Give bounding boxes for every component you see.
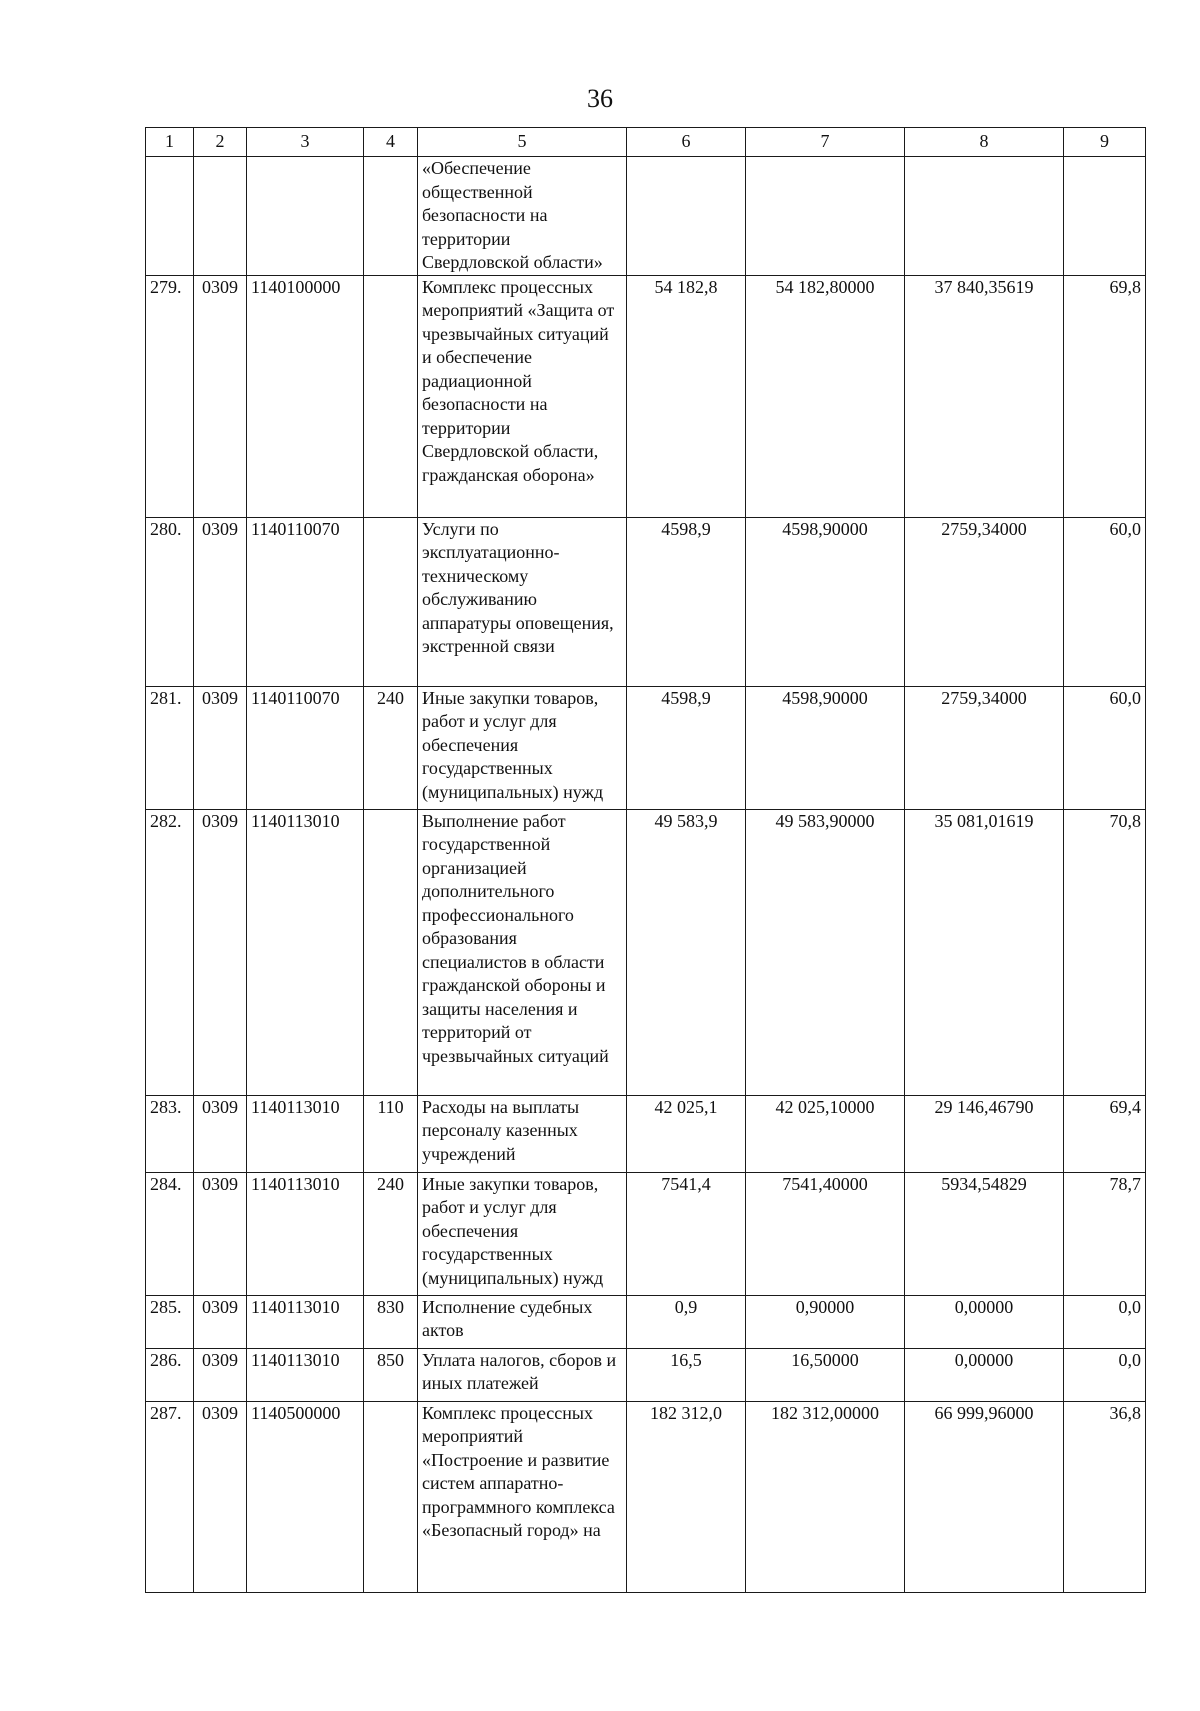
value-col-8: 2759,34000 xyxy=(905,686,1064,809)
row-number: 286. xyxy=(146,1348,194,1401)
percent-col-9: 0,0 xyxy=(1064,1348,1146,1401)
table-row xyxy=(146,1348,1146,1401)
table-row xyxy=(146,686,1146,809)
column-header: 7 xyxy=(746,128,905,157)
table-row xyxy=(146,275,1146,517)
percent-col-9: 69,4 xyxy=(1064,1095,1146,1172)
table-row xyxy=(146,1401,1146,1592)
value-col-6: 42 025,1 xyxy=(627,1095,746,1172)
item-name: Комплекс процессных мероприятий «Защита от чрезвычайных ситуаций и обеспечение радиационной безопасности на территории Свердловской области, гражданская оборона» xyxy=(418,275,627,517)
item-name: Исполнение судебных актов xyxy=(418,1295,627,1348)
value-col-8: 66 999,96000 xyxy=(905,1401,1064,1592)
value-col-7: 182 312,00000 xyxy=(746,1401,905,1592)
value-col-7: 16,50000 xyxy=(746,1348,905,1401)
item-name: Услуги по эксплуатационно-техническому обслуживанию аппаратуры оповещения, экстренной связи xyxy=(418,517,627,686)
value-col-8: 35 081,01619 xyxy=(905,809,1064,1095)
row-number xyxy=(146,157,194,276)
column-header: 9 xyxy=(1064,128,1146,157)
expense-type-code: 240 xyxy=(364,1172,418,1295)
section-code xyxy=(194,157,247,276)
section-code: 0309 xyxy=(194,1348,247,1401)
expense-type-code xyxy=(364,275,418,517)
target-article-code: 1140113010 xyxy=(247,809,364,1095)
target-article-code: 1140110070 xyxy=(247,517,364,686)
target-article-code: 1140113010 xyxy=(247,1172,364,1295)
expense-type-code xyxy=(364,517,418,686)
section-code: 0309 xyxy=(194,1401,247,1592)
value-col-7: 42 025,10000 xyxy=(746,1095,905,1172)
value-col-8: 37 840,35619 xyxy=(905,275,1064,517)
expense-type-code: 830 xyxy=(364,1295,418,1348)
column-header: 2 xyxy=(194,128,247,157)
section-code: 0309 xyxy=(194,686,247,809)
value-col-8: 5934,54829 xyxy=(905,1172,1064,1295)
value-col-7: 0,90000 xyxy=(746,1295,905,1348)
value-col-8 xyxy=(905,157,1064,276)
column-header: 1 xyxy=(146,128,194,157)
value-col-7: 49 583,90000 xyxy=(746,809,905,1095)
table-row xyxy=(146,157,1146,276)
item-name: Комплекс процессных мероприятий «Построение и развитие систем аппаратно-программного комплекса «Безопасный город» на xyxy=(418,1401,627,1592)
item-name: Иные закупки товаров, работ и услуг для обеспечения государственных (муниципальных) нужд xyxy=(418,686,627,809)
percent-col-9: 36,8 xyxy=(1064,1401,1146,1592)
value-col-6: 7541,4 xyxy=(627,1172,746,1295)
expense-type-code: 240 xyxy=(364,686,418,809)
value-col-6 xyxy=(627,157,746,276)
target-article-code: 1140113010 xyxy=(247,1348,364,1401)
value-col-6: 4598,9 xyxy=(627,686,746,809)
percent-col-9: 60,0 xyxy=(1064,686,1146,809)
value-col-7 xyxy=(746,157,905,276)
value-col-6: 54 182,8 xyxy=(627,275,746,517)
target-article-code xyxy=(247,157,364,276)
section-code: 0309 xyxy=(194,517,247,686)
table-row xyxy=(146,809,1146,1095)
column-header: 8 xyxy=(905,128,1064,157)
item-name: Выполнение работ государственной организацией дополнительного профессионального образования специалистов в области гражданской обороны и защиты населения и территорий от чрезвычайных ситуаций xyxy=(418,809,627,1095)
percent-col-9: 69,8 xyxy=(1064,275,1146,517)
expense-type-code: 110 xyxy=(364,1095,418,1172)
percent-col-9: 0,0 xyxy=(1064,1295,1146,1348)
value-col-6: 16,5 xyxy=(627,1348,746,1401)
item-name: Расходы на выплаты персоналу казенных учреждений xyxy=(418,1095,627,1172)
value-col-8: 2759,34000 xyxy=(905,517,1064,686)
target-article-code: 1140113010 xyxy=(247,1095,364,1172)
percent-col-9: 60,0 xyxy=(1064,517,1146,686)
row-number: 282. xyxy=(146,809,194,1095)
row-number: 283. xyxy=(146,1095,194,1172)
value-col-8: 29 146,46790 xyxy=(905,1095,1064,1172)
column-header: 5 xyxy=(418,128,627,157)
section-code: 0309 xyxy=(194,809,247,1095)
page-number: 36 xyxy=(587,84,613,113)
row-number: 280. xyxy=(146,517,194,686)
table-header-row xyxy=(146,128,1146,157)
target-article-code: 1140100000 xyxy=(247,275,364,517)
expense-type-code xyxy=(364,1401,418,1592)
column-header: 3 xyxy=(247,128,364,157)
value-col-7: 7541,40000 xyxy=(746,1172,905,1295)
table-row xyxy=(146,1095,1146,1172)
value-col-7: 4598,90000 xyxy=(746,517,905,686)
percent-col-9: 78,7 xyxy=(1064,1172,1146,1295)
value-col-6: 4598,9 xyxy=(627,517,746,686)
section-code: 0309 xyxy=(194,1295,247,1348)
section-code: 0309 xyxy=(194,275,247,517)
section-code: 0309 xyxy=(194,1095,247,1172)
target-article-code: 1140110070 xyxy=(247,686,364,809)
value-col-7: 54 182,80000 xyxy=(746,275,905,517)
percent-col-9: 70,8 xyxy=(1064,809,1146,1095)
row-number: 287. xyxy=(146,1401,194,1592)
expense-type-code xyxy=(364,157,418,276)
expense-type-code: 850 xyxy=(364,1348,418,1401)
column-header: 4 xyxy=(364,128,418,157)
item-name: Иные закупки товаров, работ и услуг для обеспечения государственных (муниципальных) нужд xyxy=(418,1172,627,1295)
table-row xyxy=(146,1172,1146,1295)
value-col-8: 0,00000 xyxy=(905,1348,1064,1401)
column-header: 6 xyxy=(627,128,746,157)
item-name: Уплата налогов, сборов и иных платежей xyxy=(418,1348,627,1401)
section-code: 0309 xyxy=(194,1172,247,1295)
percent-col-9 xyxy=(1064,157,1146,276)
table-row xyxy=(146,517,1146,686)
value-col-6: 182 312,0 xyxy=(627,1401,746,1592)
target-article-code: 1140113010 xyxy=(247,1295,364,1348)
row-number: 285. xyxy=(146,1295,194,1348)
row-number: 284. xyxy=(146,1172,194,1295)
value-col-8: 0,00000 xyxy=(905,1295,1064,1348)
row-number: 279. xyxy=(146,275,194,517)
table-row xyxy=(146,1295,1146,1348)
target-article-code: 1140500000 xyxy=(247,1401,364,1592)
row-number: 281. xyxy=(146,686,194,809)
expense-type-code xyxy=(364,809,418,1095)
budget-table xyxy=(145,127,1146,1593)
value-col-6: 0,9 xyxy=(627,1295,746,1348)
item-name: «Обеспечение общественной безопасности на территории Свердловской области» xyxy=(418,157,627,276)
value-col-6: 49 583,9 xyxy=(627,809,746,1095)
value-col-7: 4598,90000 xyxy=(746,686,905,809)
